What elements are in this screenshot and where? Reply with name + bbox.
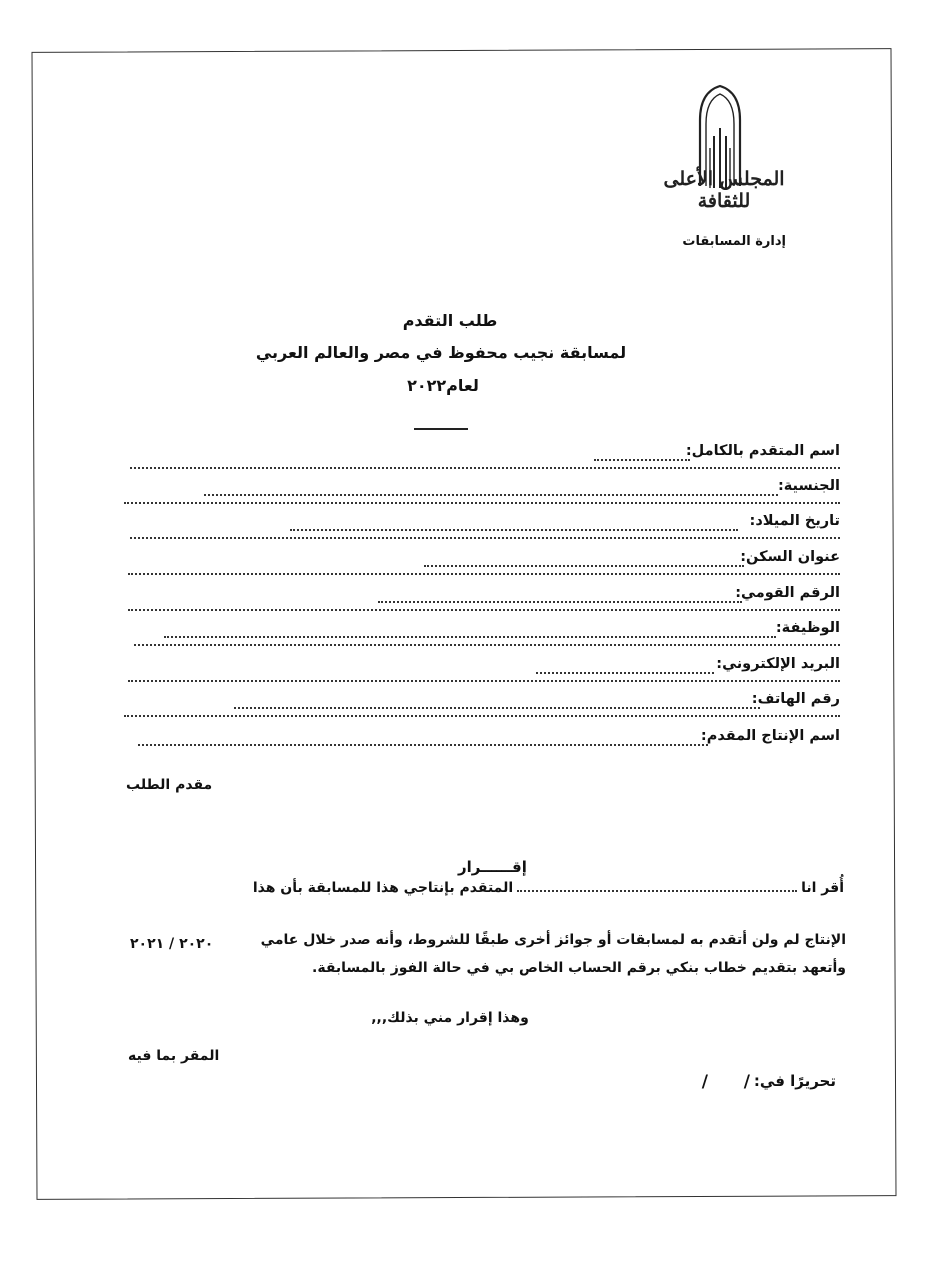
- date-separator: /: [701, 1072, 708, 1092]
- field-job[interactable]: [124, 620, 840, 654]
- field-label: الجنسية:: [777, 478, 840, 494]
- field-label: البريد الإلكتروني:: [716, 656, 840, 672]
- applicant-signature-label: مقدم الطلب: [126, 777, 213, 793]
- field-line: [128, 573, 840, 575]
- logo-text: المجلس الأعلى للثقافة: [663, 168, 785, 212]
- declaration-line-1: [253, 880, 844, 896]
- field-line: [130, 467, 840, 469]
- field-label: عنوان السكن:: [740, 549, 840, 565]
- form-subtitle: لمسابقة نجيب محفوظ في مصر والعالم العربي: [255, 343, 627, 362]
- field-line: [124, 502, 840, 504]
- declarant-signature-label: المقر بما فيه: [128, 1048, 220, 1064]
- written-in-label: تحريرًا في:: [753, 1072, 836, 1090]
- field-email[interactable]: [124, 656, 840, 690]
- field-address[interactable]: [124, 549, 840, 583]
- field-line: [134, 644, 840, 646]
- declaration-line-1-start: أُقر انا: [801, 880, 844, 896]
- form-title: طلب التقدم: [402, 311, 498, 330]
- field-line: [130, 537, 840, 539]
- field-line: [128, 680, 840, 682]
- form-year: لعام٢٠٢٢: [407, 376, 479, 395]
- title-divider: [414, 428, 468, 430]
- field-nationality[interactable]: [124, 478, 840, 512]
- field-label: الوظيفة:: [775, 620, 840, 636]
- field-national-id[interactable]: [124, 585, 840, 619]
- declaration-line-1-end: المتقدم بإنتاجي هذا للمسابقة بأن هذا: [252, 880, 514, 896]
- declaration-line-2: الإنتاج لم ولن أتقدم به لمسابقات أو جوائز أخرى طبقًا للشروط، وأنه صدر خلال عامي: [260, 932, 846, 948]
- field-label: الرقم القومي:: [735, 585, 840, 601]
- date-separator: /: [743, 1072, 750, 1092]
- field-phone[interactable]: [124, 691, 840, 725]
- field-label: اسم المتقدم بالكامل:: [685, 443, 840, 459]
- field-work-title[interactable]: [124, 728, 840, 762]
- declaration-title: إقــــــرار: [458, 858, 527, 876]
- declaration-line-4: وهذا إقرار مني بذلك,,,: [371, 1010, 529, 1026]
- field-birth-date[interactable]: [124, 513, 840, 547]
- field-label: تاريخ الميلاد:: [749, 513, 840, 529]
- declaration-years: ٢٠٢٠ / ٢٠٢١: [130, 936, 214, 952]
- field-full-name[interactable]: [124, 443, 840, 477]
- field-line: [124, 715, 840, 717]
- field-label: اسم الإنتاج المقدم:: [700, 728, 840, 744]
- department-label: إدارة المسابقات: [682, 234, 786, 249]
- declaration-line-3: وأتعهد بتقديم خطاب بنكي برقم الحساب الخاص بي في حالة الفوز بالمسابقة.: [312, 960, 846, 976]
- field-label: رقم الهاتف:: [751, 691, 840, 707]
- field-line: [128, 609, 840, 611]
